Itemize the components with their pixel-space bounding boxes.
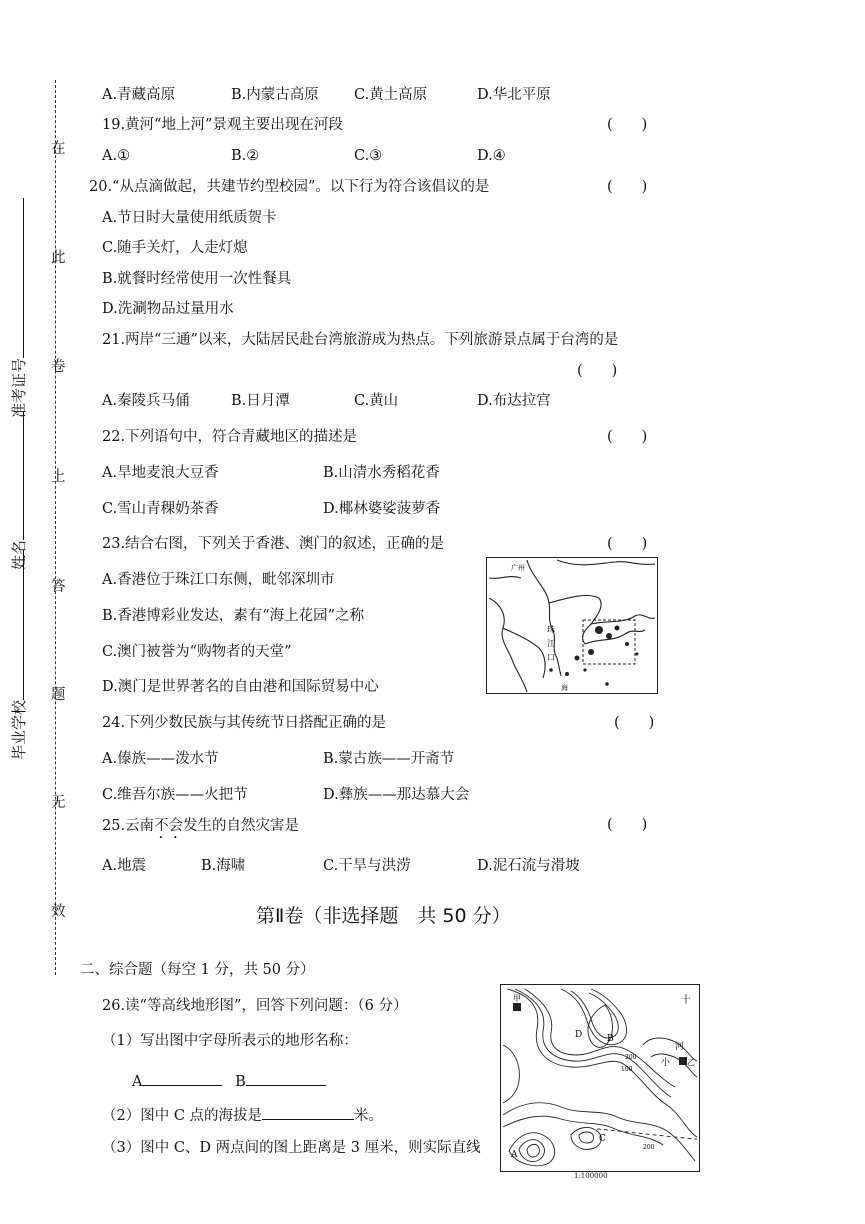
q20-option-b: B.就餐时经常使用一次性餐具 — [102, 271, 292, 287]
point-c: C — [599, 1134, 606, 1144]
id-number-label: 准考证号 — [10, 357, 28, 418]
id-number-field[interactable] — [8, 198, 29, 418]
answer-blank-c-elevation[interactable] — [262, 1105, 354, 1120]
map-label-kou: 口 — [547, 653, 555, 662]
name-label: 姓名 — [10, 539, 28, 570]
label-xiao: 小 — [661, 1058, 671, 1068]
q24-answer-paren: ( ) — [614, 715, 655, 731]
q19-option-c: C.③ — [354, 148, 383, 164]
q23-option-c: C.澳门被誉为“购物者的天堂” — [102, 644, 292, 660]
q18-option-a: A.青藏高原 — [102, 87, 176, 103]
q21-option-a: A.秦陵兵马俑 — [102, 393, 190, 409]
q19-option-a: A.① — [102, 148, 131, 164]
q26-sub3: （3）图中 C、D 两点间的图上距离是 3 厘米，则实际直线 — [102, 1140, 481, 1156]
q22-option-c: C.雪山青稞奶茶香 — [102, 501, 219, 517]
q19-option-d: D.④ — [477, 148, 506, 164]
q25-answer-paren: ( ) — [607, 817, 648, 833]
map-scale: 1:100000 — [574, 1172, 608, 1180]
q20-stem: 20.“从点滴做起，共建节约型校园”。以下行为符合该倡议的是 — [89, 179, 490, 195]
q23-answer-paren: ( ) — [607, 536, 648, 552]
q20-option-d: D.洗涮物品过量用水 — [102, 301, 234, 317]
label-yi: 乙 — [687, 1058, 695, 1067]
pearl-river-delta-map — [486, 557, 658, 694]
contour-200-label-lower: 200 — [643, 1144, 655, 1151]
contour-map-graphic — [501, 985, 699, 1171]
seal-char: 此 — [51, 250, 66, 266]
q25-stem: 25.云南不会发生的自然灾害是 — [102, 818, 300, 834]
q21-option-b: B.日月潭 — [231, 393, 290, 409]
map-label-jiang: 江 — [547, 639, 555, 648]
seal-char: 无 — [51, 795, 66, 811]
q25-option-b: B.海啸 — [201, 858, 246, 874]
q24-stem: 24.下列少数民族与其传统节日搭配正确的是 — [102, 715, 387, 731]
point-a: A — [511, 1150, 518, 1160]
q20-answer-paren: ( ) — [607, 179, 648, 195]
q26-sub2: （2）图中 C 点的海拔是 米。 — [102, 1105, 383, 1124]
q23-stem: 23.结合右图，下列关于香港、澳门的叙述，正确的是 — [102, 536, 445, 552]
q21-option-d: D.布达拉宫 — [477, 393, 551, 409]
q19-answer-paren: ( ) — [607, 117, 648, 133]
q24-option-b: B.蒙古族——开斋节 — [323, 751, 455, 767]
pearl-river-map-graphic — [487, 558, 657, 693]
q20-option-a: A.节日时大量使用纸质贺卡 — [102, 210, 277, 226]
point-b: B — [607, 1034, 614, 1044]
answer-blank-b[interactable] — [246, 1071, 326, 1086]
q25-option-a: A.地震 — [102, 858, 147, 874]
map-label-guangzhou: 广州 — [511, 564, 525, 572]
school-label: 毕业学校 — [10, 699, 28, 760]
q25-option-d: D.泥石流与滑坡 — [477, 858, 580, 874]
contour-100-label: 100 — [621, 1066, 633, 1073]
q22-stem: 22.下列语句中，符合青藏地区的描述是 — [102, 429, 358, 445]
q22-option-a: A.旱地麦浪大豆香 — [102, 465, 219, 481]
q26-blanks: A B — [132, 1071, 326, 1090]
q18-option-b: B.内蒙古高原 — [231, 87, 319, 103]
q20-option-c: C.随手关灯，人走灯熄 — [102, 240, 248, 256]
q21-option-c: C.黄山 — [354, 393, 399, 409]
q24-option-c: C.维吾尔族——火把节 — [102, 787, 248, 803]
q25-option-c: C.干旱与洪涝 — [323, 858, 411, 874]
q25-emphasis: 不会 — [154, 818, 184, 834]
q23-option-a: A.香港位于珠江口东侧，毗邻深圳市 — [102, 572, 335, 588]
contour-map — [500, 984, 700, 1172]
q22-answer-paren: ( ) — [607, 429, 648, 445]
seal-char: 卷 — [51, 359, 66, 375]
section2-heading: 二、综合题（每空 1 分，共 50 分） — [80, 962, 315, 978]
part2-title: 第Ⅱ卷（非选择题 共 50 分） — [256, 905, 511, 927]
answer-blank-a[interactable] — [142, 1071, 222, 1086]
q21-stem: 21.两岸“三通”以来，大陆居民赴台湾旅游成为热点。下列旅游景点属于台湾的是 — [102, 332, 619, 348]
q26-stem: 26.读“等高线地形图”，回答下列问题：（6 分） — [102, 998, 408, 1014]
map-label-sea: 海 — [561, 684, 568, 692]
q26-sub1: （1）写出图中字母所表示的地形名称： — [102, 1033, 358, 1049]
label-jia: 甲 — [513, 994, 521, 1003]
q18-option-c: C.黄土高原 — [354, 87, 428, 103]
contour-200-label: 200 — [625, 1054, 637, 1061]
name-field[interactable] — [8, 412, 29, 570]
q18-option-d: D.华北平原 — [477, 87, 551, 103]
q21-answer-paren: ( ) — [577, 363, 618, 379]
q22-option-d: D.椰林婆娑菠萝香 — [323, 501, 441, 517]
seal-char: 答 — [51, 579, 66, 595]
q19-stem: 19.黄河“地上河”景观主要出现在河段 — [102, 117, 343, 133]
seal-char: 题 — [51, 687, 66, 703]
label-he: 河 — [675, 1042, 685, 1052]
q24-option-a: A.傣族——泼水节 — [102, 751, 219, 767]
q19-option-b: B.② — [231, 148, 260, 164]
school-field[interactable] — [8, 550, 29, 760]
map-label-zhu: 珠 — [547, 625, 555, 634]
q24-option-d: D.彝族——那达慕大会 — [323, 787, 470, 803]
seal-char: 效 — [51, 904, 66, 920]
point-d: D — [575, 1030, 583, 1040]
seal-char: 在 — [51, 141, 66, 157]
q23-option-b: B.香港博彩业发达，素有“海上花园”之称 — [102, 608, 365, 624]
seal-char: 上 — [51, 469, 66, 485]
label-shi: 十 — [681, 995, 691, 1006]
q23-option-d: D.澳门是世界著名的自由港和国际贸易中心 — [102, 679, 379, 695]
seal-dashed-line — [55, 80, 56, 975]
q22-option-b: B.山清水秀稻花香 — [323, 465, 440, 481]
